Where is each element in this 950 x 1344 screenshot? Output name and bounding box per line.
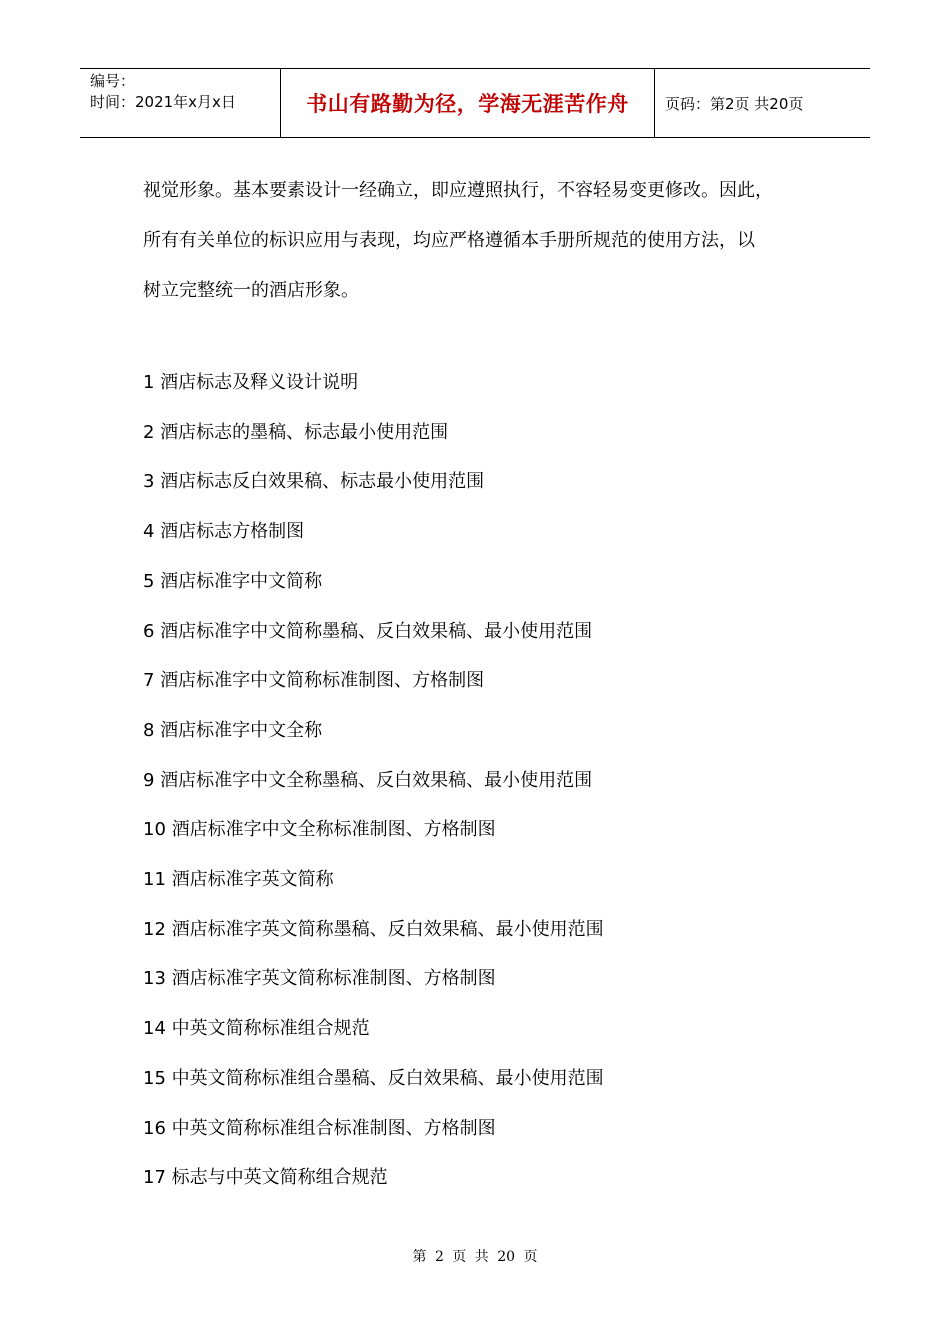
- document-date: 时间：2021年x月x日: [90, 93, 236, 111]
- contents-item: 5 酒店标准字中文简称: [143, 570, 323, 592]
- contents-item: 8 酒店标准字中文全称: [143, 719, 323, 741]
- intro-line: 所有有关单位的标识应用与表现，均应严格遵循本手册所规范的使用方法，以: [143, 230, 755, 251]
- page-footer: 第 2 页 共 20 页: [412, 1249, 538, 1265]
- contents-item: 17 标志与中英文简称组合规范: [143, 1167, 388, 1189]
- contents-item: 6 酒店标准字中文简称墨稿、反白效果稿、最小使用范围: [143, 620, 593, 642]
- contents-item: 16 中英文简称标准组合标准制图、方格制图: [143, 1117, 496, 1139]
- contents-item: 3 酒店标志反白效果稿、标志最小使用范围: [143, 471, 485, 493]
- contents-item: 9 酒店标准字中文全称墨稿、反白效果稿、最小使用范围: [143, 769, 593, 791]
- header-meta: [80, 69, 281, 137]
- contents-item: 11 酒店标准字英文简称: [143, 869, 334, 891]
- contents-item: 2 酒店标志的墨稿、标志最小使用范围: [143, 421, 449, 443]
- contents-item: 4 酒店标志方格制图: [143, 521, 305, 543]
- contents-item: 7 酒店标准字中文简称标准制图、方格制图: [143, 670, 485, 692]
- contents-item: 12 酒店标准字英文简称墨稿、反白效果稿、最小使用范围: [143, 918, 604, 940]
- contents-item: 15 中英文简称标准组合墨稿、反白效果稿、最小使用范围: [143, 1067, 604, 1089]
- contents-item: 14 中英文简称标准组合规范: [143, 1018, 370, 1040]
- intro-line: 视觉形象。基本要素设计一经确立，即应遵照执行，不容轻易变更修改。因此，: [143, 180, 773, 201]
- intro-line: 树立完整统一的酒店形象。: [143, 280, 359, 301]
- page-header: [80, 68, 870, 138]
- contents-list: [143, 358, 843, 1203]
- document-number-label: 编号：: [90, 72, 136, 90]
- header-motto: 书山有路勤为径，学海无涯苦作舟: [281, 69, 655, 137]
- header-page-info: 页码：第2页 共20页: [665, 94, 804, 113]
- intro-paragraph: [143, 166, 843, 316]
- contents-item: 1 酒店标志及释义设计说明: [143, 372, 359, 393]
- contents-item: 10 酒店标准字中文全称标准制图、方格制图: [143, 819, 496, 841]
- contents-item: 13 酒店标准字英文简称标准制图、方格制图: [143, 968, 496, 990]
